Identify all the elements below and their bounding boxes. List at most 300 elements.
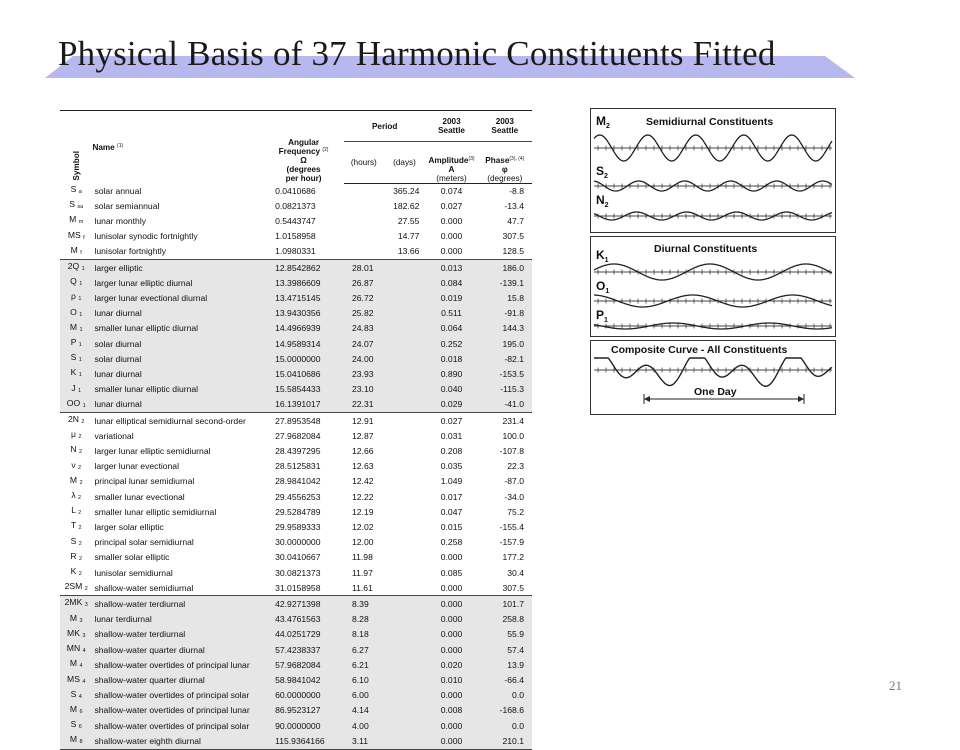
table-row bbox=[60, 306, 532, 321]
period-hours: 8.18 bbox=[344, 627, 384, 642]
constituent-symbol bbox=[60, 183, 92, 198]
constituent-symbol bbox=[60, 443, 92, 458]
symbol-subscript: 1 bbox=[78, 342, 82, 349]
phase: 22.3 bbox=[507, 461, 524, 472]
period-hours: 28.01 bbox=[344, 260, 384, 276]
table-row bbox=[60, 198, 532, 213]
symbol-text: M bbox=[69, 734, 78, 745]
symbol-subscript: 1 bbox=[79, 281, 83, 288]
amplitude: 0.085 bbox=[440, 567, 463, 578]
constituent-symbol bbox=[60, 580, 92, 596]
phase: 57.4 bbox=[478, 642, 532, 657]
constituent-symbol bbox=[60, 413, 92, 429]
phase: 0.0 bbox=[478, 718, 532, 733]
period-days bbox=[384, 612, 426, 627]
symbol-subscript: 3 bbox=[82, 632, 86, 639]
amplitude: 0.511 bbox=[425, 306, 477, 321]
phase: -8.8 bbox=[509, 185, 524, 196]
constituent-name: shallow-water terdiurnal bbox=[92, 596, 263, 612]
period-hours: 12.22 bbox=[352, 491, 374, 502]
angular-frequency: 15.0000000 bbox=[263, 351, 344, 366]
constituent-symbol bbox=[60, 627, 92, 642]
constituent-name: shallow-water quarter diurnal bbox=[92, 673, 263, 688]
symbol-subscript: 2 bbox=[84, 586, 88, 593]
symbol-text: S bbox=[70, 688, 77, 699]
period-hours: 6.00 bbox=[344, 688, 384, 703]
period-hours: 8.28 bbox=[344, 612, 384, 627]
amplitude: 0.208 bbox=[440, 445, 463, 456]
angular-frequency: 58.9841042 bbox=[263, 673, 344, 688]
period-days bbox=[384, 290, 426, 305]
phase: -41.0 bbox=[478, 397, 532, 413]
table-header bbox=[60, 111, 532, 184]
phase: -115.3 bbox=[478, 382, 532, 397]
constituent-name: lunisolar fortnightly bbox=[92, 244, 263, 260]
period-hours: 8.39 bbox=[344, 596, 384, 612]
phase: 0.0 bbox=[478, 688, 532, 703]
angular-frequency: 13.4715145 bbox=[263, 290, 344, 305]
table-row bbox=[60, 688, 532, 703]
constituent-symbol bbox=[60, 565, 92, 580]
table-row bbox=[60, 657, 532, 672]
symbol-subscript: f bbox=[80, 249, 82, 256]
table-row bbox=[60, 580, 532, 596]
symbol-subscript: 8 bbox=[79, 739, 83, 746]
constituent-symbol bbox=[60, 397, 92, 413]
period-days bbox=[384, 504, 426, 519]
period-days bbox=[384, 474, 426, 489]
header-phase: Phase$^{(3), (4)}$ φ (degrees) bbox=[478, 142, 532, 184]
semidiurnal-title: Semidiurnal Constituents bbox=[646, 116, 774, 128]
amplitude: 0.074 bbox=[440, 185, 463, 196]
table-row bbox=[60, 443, 532, 458]
constituent-symbol bbox=[60, 366, 92, 381]
angular-frequency: 0.0410686 bbox=[275, 185, 316, 196]
angular-frequency: 42.9271398 bbox=[263, 596, 344, 612]
constituent-name: lunar terdiurnal bbox=[92, 612, 263, 627]
symbol-text: 2SM bbox=[64, 581, 83, 592]
period-days bbox=[384, 580, 426, 596]
period-days bbox=[384, 535, 426, 550]
constituent-symbol bbox=[60, 198, 92, 213]
period-days bbox=[384, 733, 426, 749]
period-days bbox=[384, 703, 426, 718]
angular-frequency: 29.5284789 bbox=[275, 506, 321, 517]
symbol-text: M bbox=[69, 214, 77, 225]
table-row bbox=[60, 504, 532, 519]
symbol-text: ρ bbox=[71, 291, 76, 302]
table-row bbox=[60, 733, 532, 749]
header-days: (days) bbox=[384, 142, 426, 184]
constituent-symbol bbox=[60, 718, 92, 733]
period-hours: 24.00 bbox=[344, 351, 384, 366]
angular-frequency: 27.8953548 bbox=[275, 415, 321, 426]
constituent-name: shallow-water terdiurnal bbox=[92, 627, 263, 642]
angular-frequency: 1.0980331 bbox=[263, 244, 344, 260]
phase: -153.5 bbox=[478, 366, 532, 381]
symbol-subscript: 2 bbox=[78, 525, 82, 532]
amplitude: 0.018 bbox=[425, 351, 477, 366]
amplitude: 0.047 bbox=[440, 506, 463, 517]
period-hours: 26.72 bbox=[344, 290, 384, 305]
period-days bbox=[384, 397, 426, 413]
symbol-subscript: 6 bbox=[79, 708, 83, 715]
table-row bbox=[60, 275, 532, 290]
period-days bbox=[384, 519, 426, 534]
table-row bbox=[60, 673, 532, 688]
symbol-subscript: 2 bbox=[78, 464, 82, 471]
header-period: Period bbox=[344, 111, 425, 142]
constituent-name: shallow-water overtides of principal lunar bbox=[92, 657, 263, 672]
amplitude: 0.000 bbox=[425, 642, 477, 657]
one-day-label: One Day bbox=[694, 386, 737, 398]
period-hours: 12.91 bbox=[352, 415, 374, 426]
header-frequency: Angular Frequency $^{(2)}$ Ω (degrees per hour) bbox=[278, 138, 329, 183]
symbol-subscript: 1 bbox=[82, 402, 86, 409]
table-row bbox=[60, 535, 532, 550]
page-number: 21 bbox=[889, 678, 902, 693]
symbol-text: S bbox=[70, 352, 77, 363]
symbol-subscript: 3 bbox=[79, 617, 83, 624]
table-body bbox=[60, 183, 532, 749]
constituent-symbol bbox=[60, 229, 92, 244]
constituent-name: solar diurnal bbox=[92, 336, 263, 351]
angular-frequency: 14.9589314 bbox=[263, 336, 344, 351]
table-row bbox=[60, 519, 532, 534]
angular-frequency: 57.9682084 bbox=[263, 657, 344, 672]
table-row bbox=[60, 596, 532, 612]
constituent-symbol bbox=[60, 428, 92, 443]
amplitude: 0.013 bbox=[425, 260, 477, 276]
period-hours: 12.66 bbox=[352, 445, 374, 456]
s2-label: $S_2$ bbox=[596, 164, 608, 180]
period-hours bbox=[344, 229, 384, 244]
amplitude: 0.015 bbox=[440, 521, 463, 532]
amplitude: 0.031 bbox=[440, 430, 463, 441]
table-row bbox=[60, 565, 532, 580]
constituent-name: lunar monthly bbox=[94, 215, 147, 226]
amplitude: 0.027 bbox=[440, 415, 463, 426]
amplitude: 0.000 bbox=[425, 612, 477, 627]
amplitude: 0.000 bbox=[425, 244, 477, 260]
symbol-text: M bbox=[69, 703, 78, 714]
phase: -91.8 bbox=[478, 306, 532, 321]
symbol-subscript: 3 bbox=[84, 602, 88, 609]
table-row bbox=[60, 703, 532, 718]
phase: -34.0 bbox=[504, 491, 524, 502]
symbol-text: S bbox=[70, 719, 77, 730]
table-row bbox=[60, 397, 532, 413]
table-row bbox=[60, 612, 532, 627]
table-row bbox=[60, 550, 532, 565]
period-days bbox=[384, 688, 426, 703]
constituent-name: larger lunar elliptic diurnal bbox=[92, 275, 263, 290]
phase: 100.0 bbox=[502, 430, 524, 441]
symbol-subscript: f bbox=[83, 234, 85, 241]
period-hours: 23.10 bbox=[344, 382, 384, 397]
constituent-name: shallow-water overtides of principal solar bbox=[92, 718, 263, 733]
angular-frequency: 115.9364166 bbox=[263, 733, 344, 749]
phase: -139.1 bbox=[478, 275, 532, 290]
harmonic-constituents-table bbox=[60, 110, 532, 750]
angular-frequency: 13.3986609 bbox=[263, 275, 344, 290]
phase: 307.5 bbox=[502, 231, 524, 242]
table-row bbox=[60, 336, 532, 351]
header-amp-group: 2003 Seattle bbox=[425, 111, 477, 142]
constituent-name: larger lunar evectional diurnal bbox=[92, 290, 263, 305]
table-row bbox=[60, 183, 532, 198]
symbol-text: T bbox=[70, 520, 77, 531]
phase: 144.3 bbox=[478, 321, 532, 336]
constituent-symbol bbox=[60, 459, 92, 474]
angular-frequency: 29.9589333 bbox=[275, 521, 321, 532]
constituent-symbol bbox=[60, 673, 92, 688]
period-days bbox=[384, 565, 426, 580]
constituent-symbol bbox=[60, 290, 92, 305]
symbol-text: R bbox=[70, 550, 77, 561]
table-row bbox=[60, 351, 532, 366]
constituent-name: smaller lunar evectional bbox=[94, 491, 185, 502]
constituent-symbol bbox=[60, 596, 92, 612]
table-row bbox=[60, 428, 532, 443]
m2-label: $M_2$ bbox=[596, 114, 610, 130]
phase: 258.8 bbox=[478, 612, 532, 627]
period-days bbox=[384, 260, 426, 276]
period-days bbox=[384, 489, 426, 504]
constituent-name: solar diurnal bbox=[92, 351, 263, 366]
symbol-text: 2Q bbox=[67, 261, 80, 272]
amplitude: 0.000 bbox=[425, 627, 477, 642]
symbol-text: M bbox=[69, 474, 78, 485]
symbol-text: MS bbox=[67, 673, 80, 684]
table-row bbox=[60, 260, 532, 276]
table-row bbox=[60, 244, 532, 260]
symbol-text: N bbox=[70, 444, 77, 455]
period-hours: 24.83 bbox=[344, 321, 384, 336]
phase: 195.0 bbox=[478, 336, 532, 351]
symbol-subscript: 4 bbox=[82, 678, 86, 685]
symbol-text: 2MK bbox=[64, 597, 83, 608]
header-symbol: Symbol bbox=[71, 151, 81, 181]
phase: 128.5 bbox=[478, 244, 532, 260]
amplitude: 1.049 bbox=[440, 476, 463, 487]
symbol-text: MS bbox=[67, 229, 81, 240]
composite-title: Composite Curve - All Constituents bbox=[611, 344, 788, 356]
angular-frequency: 1.0158958 bbox=[275, 231, 316, 242]
amplitude: 0.008 bbox=[425, 703, 477, 718]
period-hours: 12.19 bbox=[352, 506, 374, 517]
period-days bbox=[384, 718, 426, 733]
period-hours: 12.87 bbox=[352, 430, 374, 441]
amplitude: 0.017 bbox=[440, 491, 463, 502]
symbol-text: ν bbox=[71, 459, 76, 470]
angular-frequency: 28.4397295 bbox=[275, 445, 321, 456]
constituent-name: principal solar semidiurnal bbox=[94, 537, 194, 548]
phase: 186.0 bbox=[478, 260, 532, 276]
symbol-text: λ bbox=[71, 490, 76, 501]
period-days: 13.66 bbox=[384, 244, 426, 260]
constituent-symbol bbox=[60, 550, 92, 565]
phase: -87.0 bbox=[504, 476, 524, 487]
amplitude: 0.000 bbox=[440, 231, 463, 242]
constituent-symbol bbox=[60, 336, 92, 351]
symbol-text: O bbox=[70, 306, 77, 317]
symbol-subscript: 2 bbox=[78, 510, 82, 517]
phase: -157.9 bbox=[499, 537, 524, 548]
angular-frequency: 0.0821373 bbox=[275, 200, 316, 211]
symbol-text: L bbox=[71, 505, 76, 516]
phase: -13.4 bbox=[504, 200, 524, 211]
angular-frequency: 29.4556253 bbox=[275, 491, 321, 502]
angular-frequency: 30.0000000 bbox=[275, 537, 321, 548]
symbol-subscript: 1 bbox=[79, 326, 83, 333]
amplitude: 0.890 bbox=[425, 366, 477, 381]
symbol-text: μ bbox=[71, 429, 76, 440]
amplitude: 0.000 bbox=[425, 733, 477, 749]
period-hours: 23.93 bbox=[344, 366, 384, 381]
period-days: 182.62 bbox=[393, 200, 420, 211]
period-days bbox=[384, 550, 426, 565]
constituent-name: shallow-water semidiurnal bbox=[92, 580, 263, 596]
table-row bbox=[60, 382, 532, 397]
constituent-name: lunar elliptical semidiurnal second-order bbox=[94, 415, 246, 426]
table-row bbox=[60, 413, 532, 429]
table-row bbox=[60, 321, 532, 336]
symbol-subscript: 1 bbox=[78, 357, 82, 364]
period-hours bbox=[344, 213, 384, 228]
period-days bbox=[384, 596, 426, 612]
phase: 231.4 bbox=[502, 415, 524, 426]
constituent-name: variational bbox=[94, 430, 134, 441]
table-row bbox=[60, 642, 532, 657]
period-days bbox=[384, 336, 426, 351]
symbol-subscript: 4 bbox=[78, 693, 82, 700]
constituent-symbol bbox=[60, 213, 92, 228]
phase: -82.1 bbox=[478, 351, 532, 366]
constituent-name: smaller lunar elliptic semidiurnal bbox=[94, 506, 217, 517]
amplitude: 0.010 bbox=[425, 673, 477, 688]
phase: 307.5 bbox=[478, 580, 532, 596]
amplitude: 0.000 bbox=[425, 688, 477, 703]
phase: -66.4 bbox=[478, 673, 532, 688]
phase: -155.4 bbox=[499, 521, 524, 532]
period-hours: 6.21 bbox=[344, 657, 384, 672]
period-hours: 12.42 bbox=[352, 476, 374, 487]
symbol-subscript: m bbox=[78, 219, 84, 226]
angular-frequency: 12.8542862 bbox=[263, 260, 344, 276]
constituent-name: smaller lunar elliptic diurnal bbox=[92, 321, 263, 336]
symbol-text: P bbox=[70, 337, 77, 348]
symbol-subscript: 4 bbox=[82, 648, 86, 655]
constituent-symbol bbox=[60, 703, 92, 718]
period-days bbox=[384, 428, 426, 443]
constituent-symbol bbox=[60, 612, 92, 627]
angular-frequency: 0.5443747 bbox=[275, 215, 316, 226]
symbol-subscript: 1 bbox=[78, 387, 82, 394]
period-hours bbox=[344, 198, 384, 213]
period-days bbox=[384, 657, 426, 672]
symbol-text: S bbox=[69, 199, 75, 210]
period-days bbox=[384, 642, 426, 657]
constituent-symbol bbox=[60, 642, 92, 657]
amplitude: 0.252 bbox=[425, 336, 477, 351]
constituent-name: lunar diurnal bbox=[92, 366, 263, 381]
symbol-subscript: 4 bbox=[79, 663, 83, 670]
period-hours: 3.11 bbox=[344, 733, 384, 749]
header-phase-group: 2003 Seattle bbox=[478, 111, 532, 142]
phase: 75.2 bbox=[507, 506, 524, 517]
constituent-symbol bbox=[60, 535, 92, 550]
period-days bbox=[384, 366, 426, 381]
period-days bbox=[384, 459, 426, 474]
symbol-subscript: 6 bbox=[78, 724, 82, 731]
amplitude: 0.000 bbox=[425, 580, 477, 596]
period-days bbox=[384, 413, 426, 429]
n2-label: $N_2$ bbox=[596, 193, 609, 209]
table-row bbox=[60, 229, 532, 244]
constituent-name: lunar diurnal bbox=[92, 397, 263, 413]
constituent-name: shallow-water quarter diurnal bbox=[92, 642, 263, 657]
phase: 55.9 bbox=[478, 627, 532, 642]
angular-frequency: 31.0158958 bbox=[263, 580, 344, 596]
symbol-subscript: sa bbox=[77, 204, 84, 211]
period-hours: 6.27 bbox=[344, 642, 384, 657]
phase: 177.2 bbox=[502, 552, 524, 563]
phase: 47.7 bbox=[507, 215, 524, 226]
symbol-text: M bbox=[69, 612, 78, 623]
constituent-name: lunisolar semidiurnal bbox=[94, 567, 173, 578]
period-days bbox=[384, 627, 426, 642]
constituent-name: shallow-water overtides of principal lunar bbox=[92, 703, 263, 718]
constituent-symbol bbox=[60, 688, 92, 703]
period-hours: 11.97 bbox=[352, 567, 373, 578]
symbol-subscript: 2 bbox=[78, 449, 83, 456]
constituent-name: shallow-water overtides of principal solar bbox=[92, 688, 263, 703]
angular-frequency: 90.0000000 bbox=[263, 718, 344, 733]
amplitude: 0.035 bbox=[440, 461, 463, 472]
constituent-name: lunar diurnal bbox=[92, 306, 263, 321]
period-hours: 12.00 bbox=[352, 537, 374, 548]
amplitude: 0.064 bbox=[425, 321, 477, 336]
constituent-name: smaller solar elliptic bbox=[94, 552, 170, 563]
k1-label: $K_1$ bbox=[596, 248, 609, 264]
constituent-name: larger elliptic bbox=[92, 260, 263, 276]
angular-frequency: 14.4966939 bbox=[263, 321, 344, 336]
constituent-name: larger solar elliptic bbox=[94, 521, 164, 532]
phase: 13.9 bbox=[478, 657, 532, 672]
amplitude: 0.027 bbox=[440, 200, 463, 211]
period-hours: 4.00 bbox=[344, 718, 384, 733]
angular-frequency: 30.0410667 bbox=[275, 552, 321, 563]
amplitude: 0.000 bbox=[440, 552, 463, 563]
amplitude: 0.258 bbox=[440, 537, 463, 548]
constituent-symbol bbox=[60, 321, 92, 336]
period-days bbox=[384, 673, 426, 688]
symbol-subscript: 2 bbox=[78, 540, 82, 547]
constituent-name: larger lunar evectional bbox=[94, 461, 179, 472]
table-row bbox=[60, 290, 532, 305]
period-hours: 4.14 bbox=[344, 703, 384, 718]
symbol-subscript: 2 bbox=[78, 571, 82, 578]
symbol-text: OO bbox=[66, 397, 81, 408]
o1-label: $O_1$ bbox=[596, 279, 610, 295]
angular-frequency: 57.4238337 bbox=[263, 642, 344, 657]
period-days bbox=[384, 275, 426, 290]
period-hours: 12.63 bbox=[352, 461, 374, 472]
symbol-text: K bbox=[70, 367, 77, 378]
symbol-subscript: 2 bbox=[78, 555, 83, 562]
symbol-text: MK bbox=[67, 627, 80, 638]
